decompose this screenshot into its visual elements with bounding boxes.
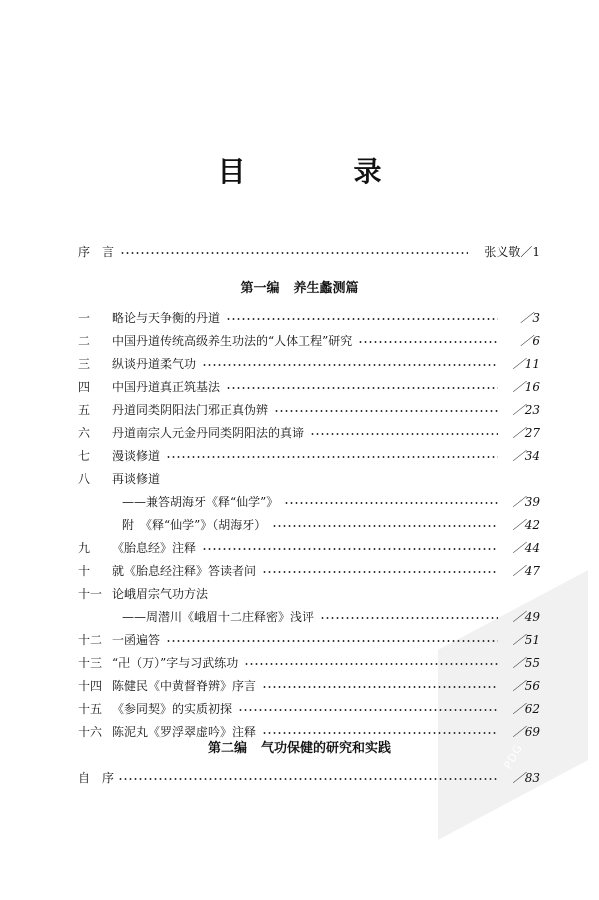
toc-entry[interactable]	[78, 538, 540, 558]
entry-number: 三	[78, 357, 91, 371]
part1-name: 养生蠡测篇	[293, 281, 359, 296]
entry-page: ／62	[512, 702, 540, 716]
entry-title: 略论与天争衡的丹道	[112, 311, 221, 325]
entry-number: 十	[78, 564, 91, 578]
entry-title: 陈泥丸《罗浮翠虚吟》注释	[112, 725, 257, 739]
entry-number: 六	[78, 426, 91, 440]
leader-dots	[120, 252, 468, 254]
entry-number: 自 序	[78, 771, 115, 785]
toc-entry[interactable]	[78, 308, 540, 328]
toc-entry[interactable]	[78, 676, 540, 696]
watermark-text: PDG	[501, 741, 526, 772]
entry-title: ——周潜川《峨眉十二庄释密》浅评	[122, 610, 315, 624]
part2-label: 第二编	[207, 741, 247, 756]
entry-page: ／49	[512, 610, 540, 624]
leader-dots	[262, 732, 498, 734]
entry-number: 十三	[78, 656, 103, 670]
entry-number: 九	[78, 541, 91, 555]
entry-page: ／44	[512, 541, 540, 555]
leader-dots	[238, 709, 498, 711]
leader-dots	[244, 663, 498, 665]
leader-dots	[262, 686, 498, 688]
part2-heading	[0, 737, 599, 756]
entry-number: 一	[78, 311, 91, 325]
preface-author-page: 张义敬／1	[484, 245, 540, 259]
toc-entry[interactable]	[78, 653, 540, 673]
entry-page: ／23	[512, 403, 540, 417]
part1-label: 第一编	[240, 281, 280, 296]
entry-title: 就《胎息经注释》答读者问	[112, 564, 257, 578]
leader-dots	[226, 318, 498, 320]
toc-entry[interactable]	[78, 400, 540, 420]
entry-number: 十一	[78, 587, 103, 601]
toc-entry[interactable]	[78, 492, 540, 512]
entry-title: 丹道同类阴阳法门邪正真伪辨	[112, 403, 269, 417]
entry-page: ／69	[512, 725, 540, 739]
toc-entry[interactable]	[78, 768, 540, 788]
entry-page: ／55	[512, 656, 540, 670]
entry-number: 二	[78, 334, 91, 348]
toc-entry[interactable]	[78, 607, 540, 627]
entry-page: ／34	[512, 449, 540, 463]
entry-title: ——兼答胡海牙《释“仙学”》	[122, 495, 279, 509]
entry-page: ／56	[512, 679, 540, 693]
entry-page: ／39	[512, 495, 540, 509]
toc-entry[interactable]	[78, 630, 540, 650]
leader-dots	[202, 364, 498, 366]
entry-title: 漫谈修道	[112, 449, 161, 463]
entry-number: 十六	[78, 725, 103, 739]
entry-number: 八	[78, 472, 91, 486]
entry-number: 十五	[78, 702, 103, 716]
entry-title: 再谈修道	[112, 472, 161, 486]
preface-label: 序 言	[78, 245, 115, 259]
leader-dots	[262, 571, 498, 573]
toc-entry[interactable]	[78, 561, 540, 581]
leader-dots	[320, 617, 498, 619]
entry-number: 十四	[78, 679, 103, 693]
entry-title: 一函遍答	[112, 633, 161, 647]
entry-title: 附 《释“仙学”》（胡海牙）	[122, 518, 267, 532]
leader-dots	[358, 341, 498, 343]
leader-dots	[272, 525, 498, 527]
entry-title: “卍（万）”字与习武练功	[112, 656, 239, 670]
entry-page: ／47	[512, 564, 540, 578]
entry-number: 四	[78, 380, 91, 394]
toc-preface[interactable]	[78, 242, 540, 262]
toc-entry[interactable]	[78, 331, 540, 351]
leader-dots	[226, 387, 498, 389]
entry-number: 十二	[78, 633, 103, 647]
toc-entry[interactable]	[78, 354, 540, 374]
leader-dots	[310, 433, 498, 435]
leader-dots	[274, 410, 498, 412]
entry-page: ／83	[512, 771, 540, 785]
leader-dots	[166, 640, 498, 642]
toc-entry[interactable]	[78, 377, 540, 397]
leader-dots	[284, 502, 498, 504]
entry-title: 中国丹道传统高级养生功法的“人体工程”研究	[112, 334, 353, 348]
entry-number: 五	[78, 403, 91, 417]
part1-heading	[0, 277, 599, 296]
entry-title: 纵谈丹道柔气功	[112, 357, 197, 371]
entry-title: 《参同契》的实质初探	[112, 702, 233, 716]
entry-title: 丹道南宗人元金丹同类阴阳法的真谛	[112, 426, 305, 440]
entry-page: ／6	[520, 334, 540, 348]
toc-entry[interactable]	[78, 515, 540, 535]
toc-entry[interactable]	[78, 446, 540, 466]
entry-page: ／27	[512, 426, 540, 440]
part2-name: 气功保健的研究和实践	[261, 741, 392, 756]
entry-number: 七	[78, 449, 91, 463]
entry-page: ／51	[512, 633, 540, 647]
toc-entry[interactable]	[78, 423, 540, 443]
entry-title: 陈健民《中黄督脊辨》序言	[112, 679, 257, 693]
entry-page: ／11	[512, 357, 540, 371]
leader-dots	[118, 778, 498, 780]
toc-entry[interactable]	[78, 469, 540, 489]
entry-page: ／42	[512, 518, 540, 532]
toc-entry[interactable]	[78, 584, 540, 604]
entry-page: ／16	[512, 380, 540, 394]
leader-dots	[166, 456, 498, 458]
page-title: 目 录	[217, 155, 422, 188]
entry-title: 论峨眉宗气功方法	[112, 587, 209, 601]
toc-entry[interactable]	[78, 699, 540, 719]
entry-page: ／3	[520, 311, 540, 325]
entry-title: 中国丹道真正筑基法	[112, 380, 221, 394]
leader-dots	[202, 548, 498, 550]
entry-title: 《胎息经》注释	[112, 541, 197, 555]
